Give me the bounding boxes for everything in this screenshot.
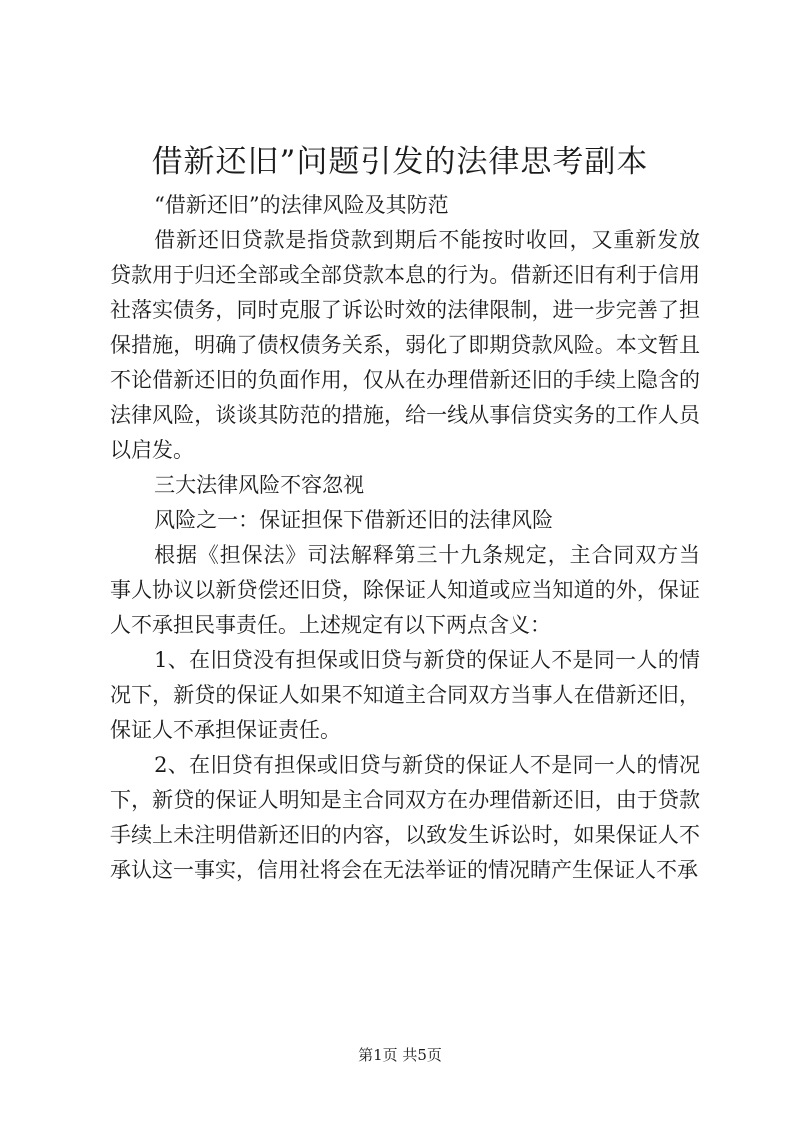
list-item: 1、在旧贷没有担保或旧贷与新贷的保证人不是同一人的情况下，新贷的保证人如果不知道主合同双方当事人在借新还旧，保证人不承担保证责任。 xyxy=(110,648,700,742)
document-title: 借新还旧”问题引发的法律思考副本 xyxy=(151,144,649,180)
section-heading: “借新还旧”的法律风险及其防范 xyxy=(154,193,449,217)
section-heading: 风险之一：保证担保下借新还旧的法律风险 xyxy=(154,508,554,532)
body-paragraph: 借新还旧贷款是指贷款到期后不能按时收回，又重新发放贷款用于归还全部或全部贷款本息的行为。借新还旧有利于信用社落实债务，同时克服了诉讼时效的法律限制，进一步完善了担保措施，明确了债权债务关系，弱化了即期贷款风险。本文暂且不论借新还旧的负面作用，仅从在办理借新还旧的手续上隐含的法律风险，谈谈其防范的措施，给一线从事信贷实务的工作人员以启发。 xyxy=(110,228,700,462)
page-footer: 第1页 共5页 xyxy=(358,1046,442,1064)
section-heading: 三大法律风险不容忽视 xyxy=(154,473,365,497)
document-body xyxy=(110,188,700,888)
list-item: 2、在旧贷有担保或旧贷与新贷的保证人不是同一人的情况下，新贷的保证人明知是主合同双方在办理借新还旧，由于贷款手续上未注明借新还旧的内容，以致发生诉讼时，如果保证人不承认这一事实，信用社将会在无法举证的情况睛产生保证人不承 xyxy=(110,753,700,882)
body-paragraph: 根据《担保法》司法解释第三十九条规定，主合同双方当事人协议以新贷偿还旧贷，除保证人知道或应当知道的外，保证人不承担民事责任。上述规定有以下两点含义： xyxy=(110,543,700,637)
